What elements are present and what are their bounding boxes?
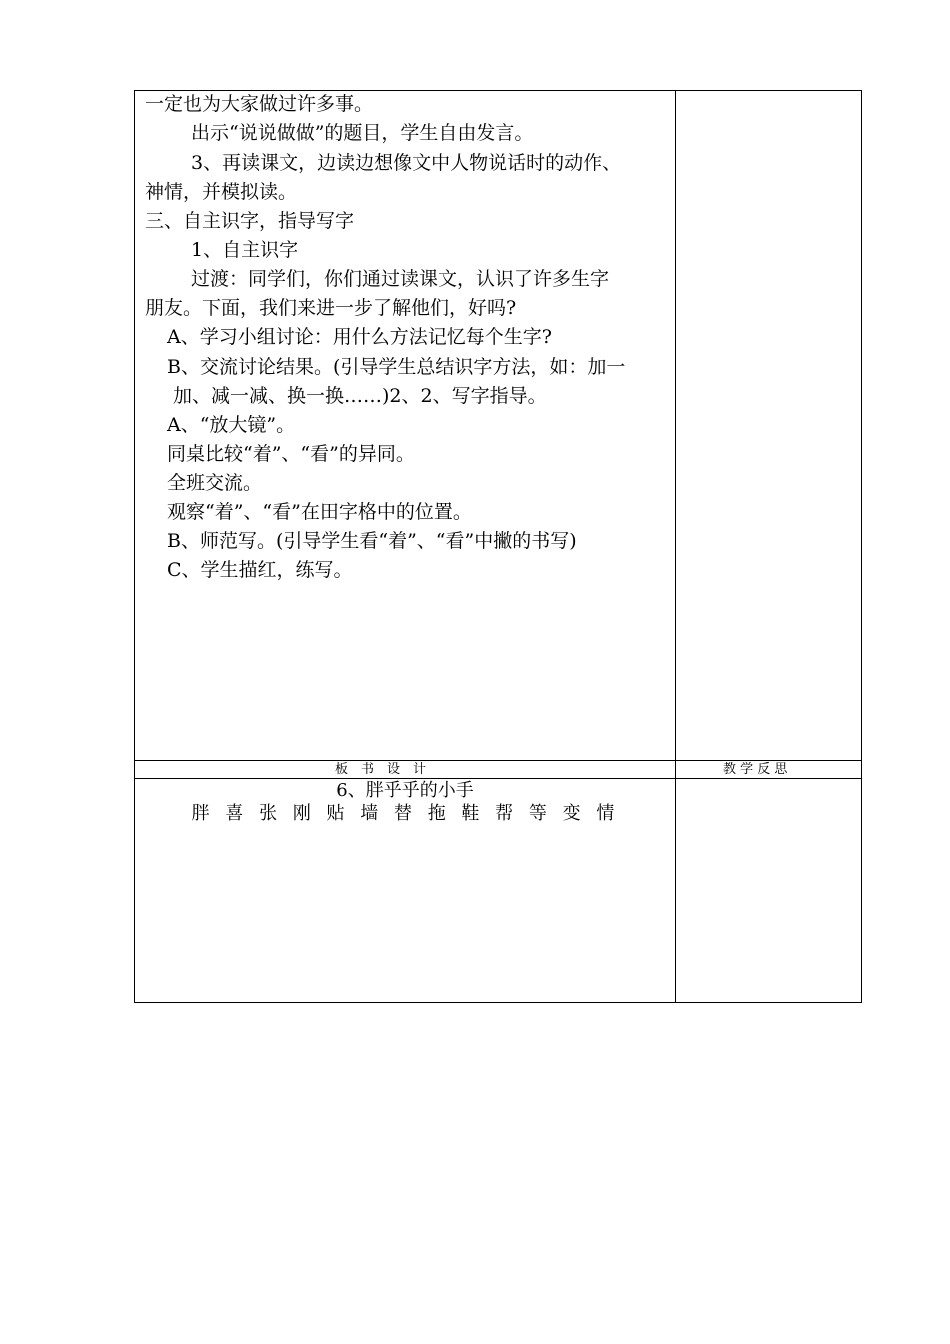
lesson-line-7: 过渡：同学们，你们通过读课文，认识了许多生字	[191, 268, 610, 290]
teaching-process-cell	[135, 91, 675, 761]
row-divider-bottom	[135, 778, 861, 779]
lesson-line-12: A、“放大镜”。	[167, 414, 296, 436]
lesson-line-1: 一定也为大家做过许多事。	[145, 93, 374, 115]
lesson-line-2: 出示“说说做做”的题目，学生自由发言。	[191, 122, 534, 144]
lesson-line-3: 3、再读课文，边读边想像文中人物说话时的动作、	[191, 152, 622, 174]
column-divider	[675, 91, 676, 1002]
lesson-line-11: 加、减一减、换一换……)2、2、写字指导。	[173, 385, 547, 407]
lesson-plan-table	[134, 90, 862, 1003]
lesson-line-17: C、学生描红，练写。	[167, 559, 353, 581]
board-design-header: 板 书 设 计	[335, 762, 427, 777]
lesson-line-15: 观察“着”、“看”在田字格中的位置。	[167, 501, 472, 523]
lesson-line-10: B、交流讨论结果。(引导学生总结识字方法，如：加一	[167, 356, 626, 378]
lesson-line-13: 同桌比较“着”、“看”的异同。	[167, 443, 415, 465]
lesson-line-8: 朋友。下面，我们来进一步了解他们，好吗?	[145, 297, 517, 319]
lesson-line-16: B、师范写。(引导学生看“着”、“看”中撇的书写)	[167, 530, 577, 552]
lesson-line-14: 全班交流。	[167, 472, 263, 494]
reflection-header: 教 学 反 思	[723, 762, 788, 777]
lesson-line-9: A、学习小组讨论：用什么方法记忆每个生字?	[167, 326, 552, 348]
board-title: 6、胖乎乎的小手	[336, 780, 474, 801]
board-characters: 胖 喜 张 刚 贴 墙 替 拖 鞋 帮 等 变 情	[191, 803, 619, 824]
lesson-line-6: 1、自主识字	[191, 239, 299, 261]
section-heading: 三、自主识字，指导写字	[145, 210, 355, 232]
lesson-line-4: 神情，并模拟读。	[145, 181, 298, 203]
